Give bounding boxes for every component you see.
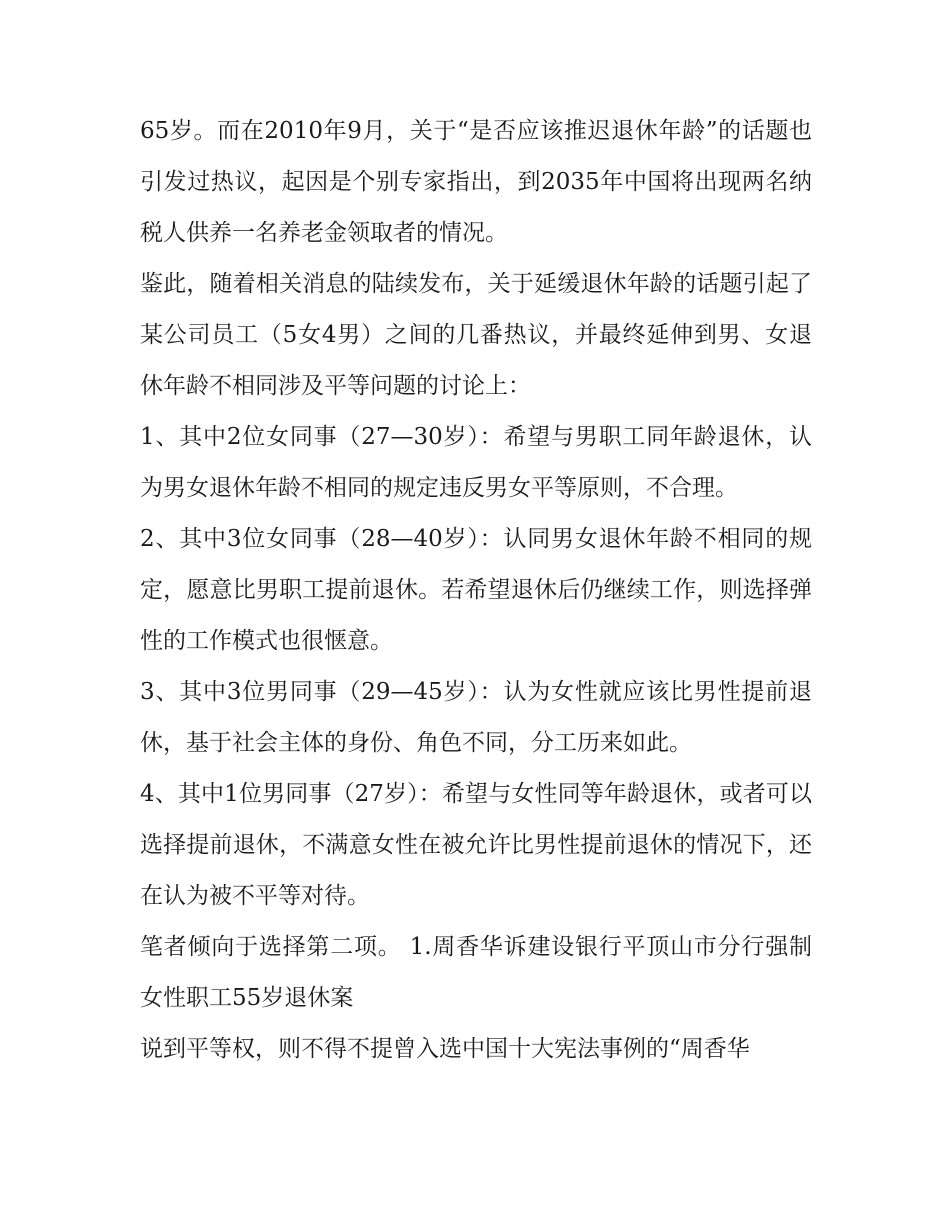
list-item-opinion-4: 4、其中1位男同事（27岁）：希望与女性同等年龄退休，或者可以选择提前退休，不满意女性在被允许比男性提前退休的情况下，还在认为被不平等对待。 bbox=[140, 781, 812, 909]
list-item-opinion-1: 1、其中2位女同事（27—30岁）：希望与男职工同年龄退休，认为男女退休年龄不相同的规定违反男女平等原则，不合理。 bbox=[140, 424, 812, 501]
list-item-opinion-3: 3、其中3位男同事（29—45岁）：认为女性就应该比男性提前退休，基于社会主体的身份、角色不同，分工历来如此。 bbox=[140, 679, 812, 756]
paragraph-company-discussion: 鉴此，随着相关消息的陆续发布，关于延缓退休年龄的话题引起了某公司员工（5女4男）之间的几番热议，并最终延伸到男、女退休年龄不相同涉及平等问题的讨论上： bbox=[140, 271, 812, 399]
paragraph-retirement-age-debate: 65岁。而在2010年9月，关于“是否应该推迟退休年龄”的话题也引发过热议，起因是个别专家指出，到2035年中国将出现两名纳税人供养一名养老金领取者的情况。 bbox=[140, 118, 812, 246]
paragraph-equality-right: 说到平等权，则不得不提曾入选中国十大宪法事例的“周香华 bbox=[140, 1036, 750, 1062]
document-body bbox=[140, 106, 812, 1075]
list-item-opinion-2: 2、其中3位女同事（28—40岁）：认同男女退休年龄不相同的规定，愿意比男职工提前退休。若希望退休后仍继续工作，则选择弹性的工作模式也很惬意。 bbox=[140, 526, 812, 654]
paragraph-author-choice: 笔者倾向于选择第二项。 1.周香华诉建设银行平顶山市分行强制女性职工55岁退休案 bbox=[140, 934, 812, 1011]
